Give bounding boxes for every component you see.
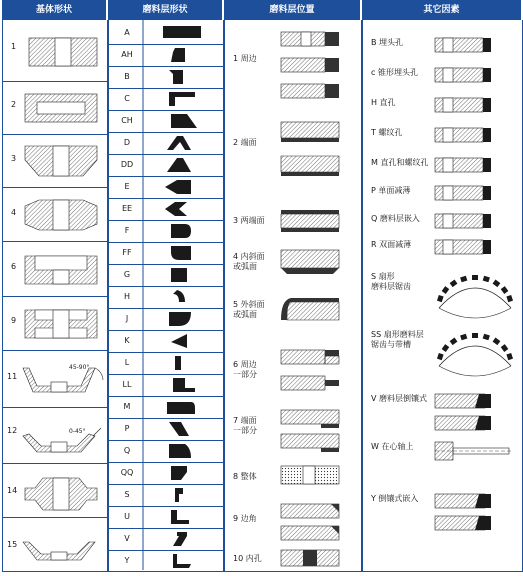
base-shape-column: [2, 20, 108, 572]
factor-drawing: [435, 326, 515, 386]
factor-label: H 直孔: [371, 98, 396, 107]
position-6-drawing: [281, 346, 355, 402]
abrasive-shape-glyph: [161, 550, 205, 572]
abrasive-shape-code: CH: [121, 116, 133, 125]
factor-drawing: [435, 268, 515, 328]
factor-label: S 扇形 磨料层锯齿: [371, 272, 411, 291]
base-shape-12-drawing: [23, 418, 107, 462]
header-base-shape: 基体形状: [2, 0, 106, 20]
position-label: 3 两端面: [233, 216, 265, 225]
position-label: 2 端面: [233, 138, 257, 147]
factor-label: P 单面减薄: [371, 186, 411, 195]
position-4-drawing: [281, 248, 355, 278]
abrasive-shape-code: S: [124, 490, 130, 499]
abrasive-shape-code: E: [124, 182, 130, 191]
position-8-drawing: [281, 464, 355, 488]
abrasive-shape-glyph: [161, 198, 205, 220]
abrasive-shape-code: M: [123, 402, 131, 411]
base-shape-label: 11: [7, 372, 18, 381]
base-shape-1-drawing: [29, 32, 99, 72]
factor-label: SS 扇形磨料层 锯齿与带槽: [371, 330, 424, 349]
position-label: 1 周边: [233, 54, 257, 63]
position-label: 8 整体: [233, 472, 257, 481]
abrasive-shape-glyph: [161, 352, 205, 374]
base-shape-9-drawing: [25, 304, 99, 344]
abrasive-shape-glyph: [161, 132, 205, 154]
abrasive-shape-glyph: [161, 396, 205, 418]
position-9-drawing: [281, 500, 355, 544]
factor-label: c 锥形埋头孔: [371, 68, 418, 77]
factor-label: V 磨料层倒镶式: [371, 394, 428, 403]
factor-drawing: [435, 438, 515, 498]
base-shape-label: 14: [7, 486, 18, 495]
abrasive-shape-code: H: [123, 292, 130, 301]
position-label: 10 内孔: [233, 554, 262, 563]
abrasive-shape-glyph: [161, 66, 205, 88]
angle-annotation: 45-90°: [69, 364, 90, 371]
base-shape-label: 15: [7, 540, 18, 549]
abrasive-shape-glyph: [161, 418, 205, 440]
base-shape-15-drawing: [23, 528, 103, 572]
factor-drawing: [435, 490, 515, 550]
abrasive-shape-glyph: [161, 44, 205, 66]
base-shape-label: 6: [11, 262, 17, 271]
base-shape-3-drawing: [25, 142, 99, 182]
base-shape-label: 3: [11, 154, 17, 163]
base-shape-label: 4: [11, 208, 17, 217]
abrasive-shape-code: F: [124, 226, 130, 235]
factor-label: R 双面减薄: [371, 240, 412, 249]
header-abrasive-position: 磨料层位置: [224, 0, 360, 20]
abrasive-shape-glyph: [161, 440, 205, 462]
position-3-drawing: [281, 208, 355, 236]
abrasive-shape-code: U: [124, 512, 130, 521]
factor-label: W 在心轴上: [371, 442, 414, 451]
abrasive-shape-code: V: [124, 534, 130, 543]
position-label: 9 边角: [233, 514, 257, 523]
abrasive-shape-code: D: [123, 138, 131, 147]
abrasive-shape-code: J: [125, 314, 129, 323]
abrasive-shape-glyph: [161, 462, 205, 484]
position-label: 4 内斜面 或弧面: [233, 252, 265, 271]
abrasive-shape-code: Y: [124, 556, 130, 565]
position-label: 5 外斜面 或弧面: [233, 300, 265, 319]
abrasive-shape-code: DD: [120, 160, 134, 169]
header-abrasive-shape: 磨料层形状: [108, 0, 222, 20]
base-shape-2-drawing: [25, 90, 99, 126]
base-shape-label: 2: [11, 100, 17, 109]
abrasive-shape-code: A: [124, 28, 130, 37]
abrasive-shape-code: B: [124, 72, 130, 81]
base-shape-label: 12: [7, 426, 18, 435]
position-label: 6 周边 一部分: [233, 360, 257, 379]
abrasive-shape-glyph: [161, 220, 205, 242]
abrasive-shape-glyph: [161, 176, 205, 198]
abrasive-shape-code: FF: [122, 248, 132, 257]
abrasive-shape-code: G: [123, 270, 131, 279]
abrasive-shape-glyph: [161, 110, 205, 132]
abrasive-shape-glyph: [161, 22, 205, 44]
position-2-drawing: [281, 116, 355, 192]
abrasive-shape-code: EE: [121, 204, 133, 213]
abrasive-shape-glyph: [161, 330, 205, 352]
abrasive-shape-glyph: [161, 154, 205, 176]
factor-label: Y 倒镶式嵌入: [371, 494, 419, 503]
abrasive-shape-code: C: [124, 94, 130, 103]
abrasive-shape-code: QQ: [120, 468, 134, 477]
factor-label: B 埋头孔: [371, 38, 404, 47]
factor-label: Q 磨料层嵌入: [371, 214, 420, 223]
abrasive-shape-glyph: [161, 506, 205, 528]
base-shape-11-drawing: [23, 360, 107, 404]
abrasive-shape-glyph: [161, 286, 205, 308]
abrasive-shape-glyph: [161, 88, 205, 110]
abrasive-shape-code: LL: [122, 380, 132, 389]
base-shape-6-drawing: [25, 250, 99, 290]
abrasive-shape-code: Q: [123, 446, 131, 455]
abrasive-shape-glyph: [161, 264, 205, 286]
base-shape-4-drawing: [25, 196, 99, 236]
position-1-drawing: [281, 28, 355, 108]
abrasive-shape-glyph: [161, 308, 205, 330]
base-shape-label: 9: [11, 316, 17, 325]
factor-label: M 直孔和螺纹孔: [371, 158, 429, 167]
header-other-factors: 其它因素: [362, 0, 521, 20]
position-7-drawing: [281, 406, 355, 458]
abrasive-shape-column: [108, 20, 224, 572]
abrasive-shape-code: AH: [121, 50, 133, 59]
abrasive-shape-glyph: [161, 242, 205, 264]
abrasive-shape-glyph: [161, 528, 205, 550]
abrasive-shape-code: P: [124, 424, 130, 433]
abrasive-shape-code: K: [124, 336, 130, 345]
other-factors-column: [362, 20, 523, 572]
position-5-drawing: [281, 296, 355, 326]
base-shape-label: 1: [11, 42, 17, 51]
abrasive-shape-glyph: [161, 484, 205, 506]
position-label: 7 端面 一部分: [233, 416, 257, 435]
factor-label: T 螺纹孔: [371, 128, 403, 137]
base-shape-14-drawing: [25, 474, 99, 514]
angle-annotation: 0-45°: [69, 428, 86, 435]
position-10-drawing: [281, 548, 355, 570]
abrasive-shape-code: L: [124, 358, 130, 367]
abrasive-position-column: [224, 20, 362, 572]
abrasive-shape-glyph: [161, 374, 205, 396]
